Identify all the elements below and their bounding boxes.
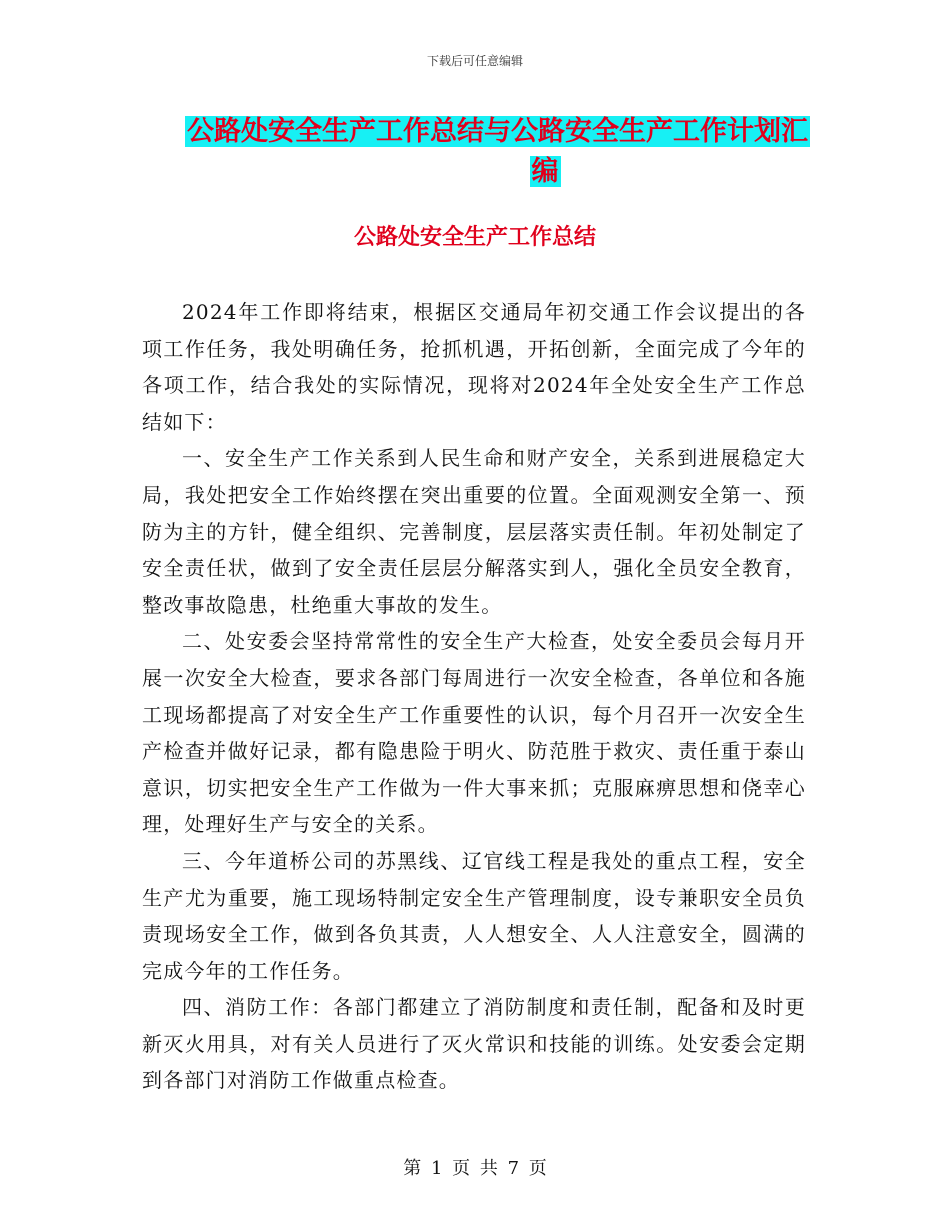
paragraph: 2024年工作即将结束，根据区交通局年初交通工作会议提出的各项工作任务，我处明确任务，抢抓机遇，开拓创新，全面完成了今年的各项工作，结合我处的实际情况，现将对2024年全处安全生产工作总结如下： <box>142 300 806 434</box>
paragraph: 二、处安委会坚持常常性的安全生产大检查，处安全委员会每月开展一次安全大检查，要求各部门每周进行一次安全检查，各单位和各施工现场都提高了对安全生产工作重要性的认识，每个月召开一次安全生产检查并做好记录，都有隐患险于明火、防范胜于救灾、责任重于泰山意识，切实把安全生产工作做为一件大事来抓；克服麻痹思想和侥幸心理，处理好生产与安全的关系。 <box>142 629 806 837</box>
title-line-1: 公路处安全生产工作总结与公路安全生产工作计划汇 <box>187 116 808 147</box>
page-number: 第 1 页 共 7 页 <box>403 1158 547 1179</box>
paragraph: 三、今年道桥公司的苏黑线、辽官线工程是我处的重点工程，安全生产尤为重要，施工现场特制定安全生产管理制度，设专兼职安全员负责现场安全工作，做到各负其责，人人想安全、人人注意安全，圆满的完成今年的工作任务。 <box>142 848 806 983</box>
paragraph: 一、安全生产工作关系到人民生命和财产安全，关系到进展稳定大局，我处把安全工作始终摆在突出重要的位置。全面观测安全第一、预防为主的方针，健全组织、完善制度，层层落实责任制。年初处制定了安全责任状，做到了安全责任层层分解落实到人，强化全员安全教育，整改事故隐患，杜绝重大事故的发生。 <box>142 446 806 617</box>
section-title: 公路处安全生产工作总结 <box>353 225 596 250</box>
title-line-2: 编 <box>531 156 559 187</box>
header-note: 下载后可任意编辑 <box>426 54 523 68</box>
paragraph: 四、消防工作：各部门都建立了消防制度和责任制，配备和及时更新灭火用具，对有关人员进行了灭火常识和技能的训练。处安委会定期到各部门对消防工作做重点检查。 <box>142 995 806 1093</box>
document-title <box>140 112 810 192</box>
document-body <box>142 294 806 1099</box>
